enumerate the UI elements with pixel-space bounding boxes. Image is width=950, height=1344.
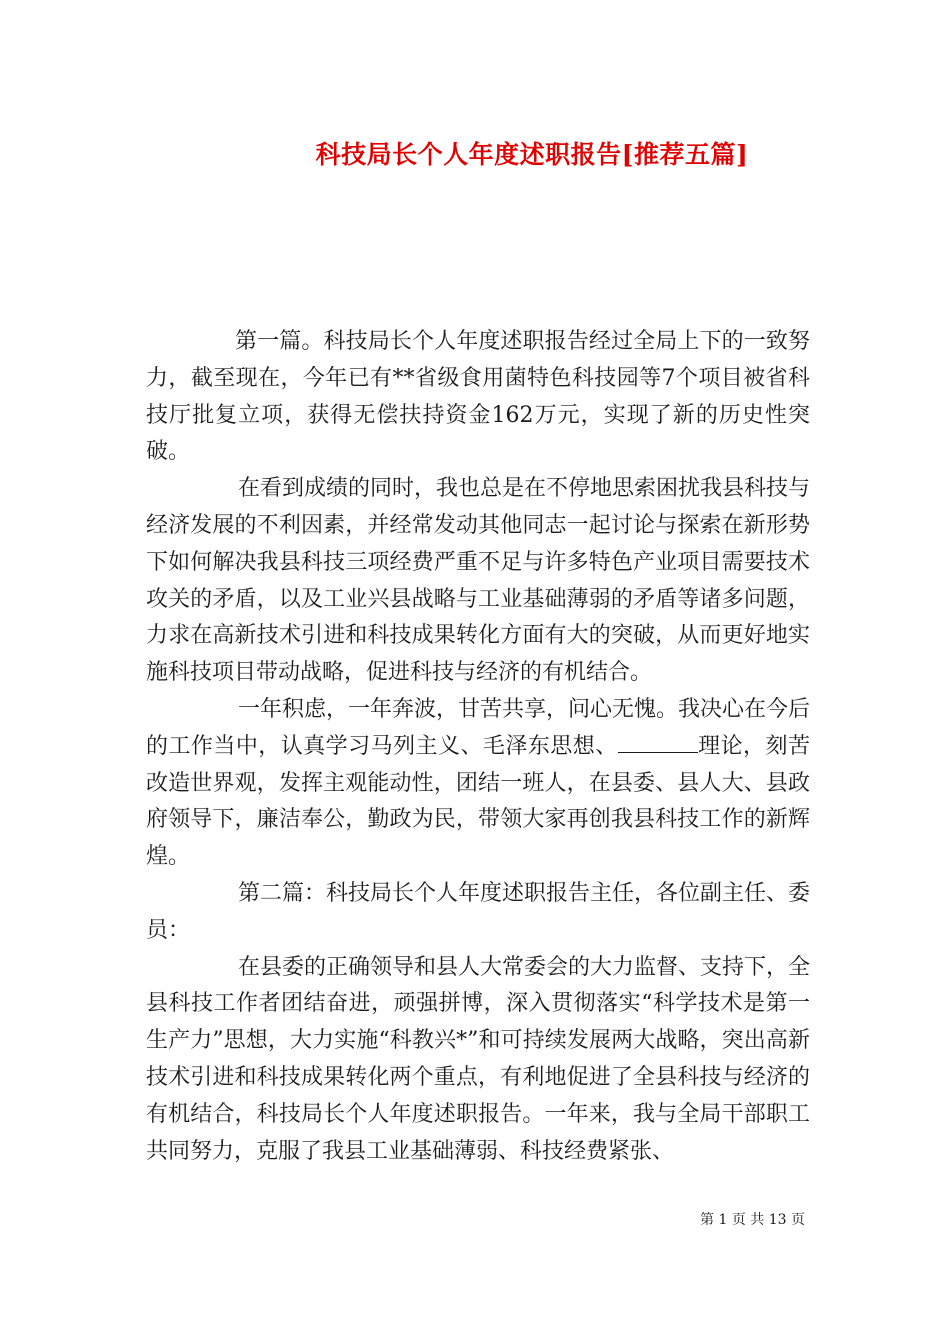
document-title: 科技局长个人年度述职报告[推荐五篇]: [315, 140, 749, 169]
paragraph-3: [146, 692, 810, 876]
paragraph-5: 在县委的正确领导和县人大常委会的大力监督、支持下，全县科技工作者团结奋进，顽强拼博，深入贯彻落实“科学技术是第一生产力”思想，大力实施“科教兴*”和可持续发展两大战略，突出高新技术引进和科技成果转化两个重点，有利地促进了全县科技与经济的有机结合，科技局长个人年度述职报告。一年来，我与全局干部职工共同努力，克服了我县工业基础薄弱、科技经费紧张、: [146, 954, 811, 1164]
document-body: [146, 324, 810, 1170]
page-number: 第 1 页 共 13 页: [700, 1212, 805, 1228]
paragraph-4: 第二篇：科技局长个人年度述职报告主任，各位副主任、委员：: [146, 880, 811, 943]
paragraph-1: 第一篇。科技局长个人年度述职报告经过全局上下的一致努力，截至现在，今年已有**省级食用菌特色科技园等7个项目被省科技厅批复立项，获得无偿扶持资金162万元，实现了新的历史性突破。: [146, 329, 810, 465]
paragraph-3-part-b: 理论，刻苦改造世界观，发挥主观能动性，团结一班人，在县委、县人大、县政府领导下，廉洁奉公，勤政为民，带领大家再创我县科技工作的新辉煌。: [146, 733, 810, 870]
paragraph-2: 在看到成绩的同时，我也总是在不停地思索困扰我县科技与经济发展的不利因素，并经常发动其他同志一起讨论与探索在新形势下如何解决我县科技三项经费严重不足与许多特色产业项目需要技术攻关的矛盾，以及工业兴县战略与工业基础薄弱的矛盾等诸多问题，力求在高新技术引进和科技成果转化方面有大的突破，从而更好地实施科技项目带动战略，促进科技与经济的有机结合。: [146, 476, 811, 686]
paragraph-3-part-a: 一年积虑，一年奔波，甘苦共享，问心无愧。我决心在今后的工作当中，认真学习马列主义、毛泽东思想、: [146, 696, 811, 759]
fill-in-blank: [618, 732, 698, 753]
